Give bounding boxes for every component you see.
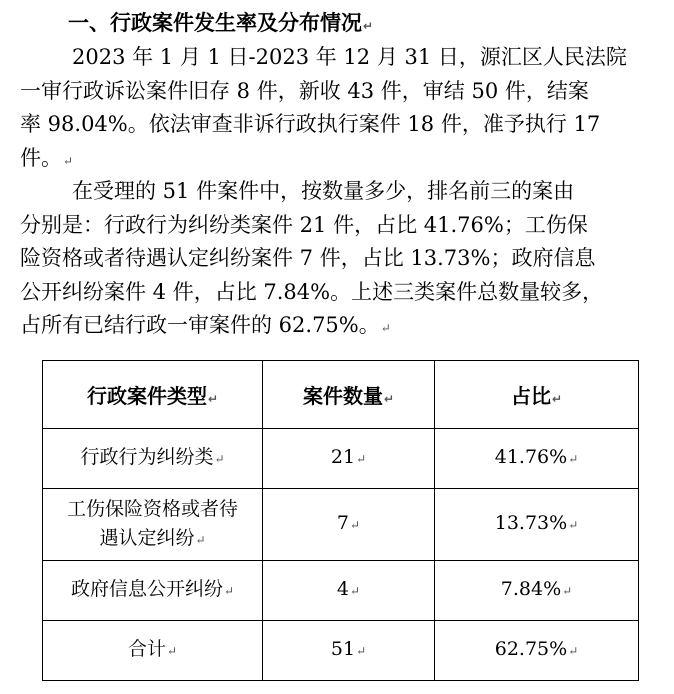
paragraph-line: 分别是：行政行为纠纷类案件 21 件，占比 41.76%；工伤保 [20, 212, 588, 237]
cell-type: 行政行为纠纷类↵ [43, 429, 263, 489]
table-row [43, 489, 639, 561]
table-total-row [43, 621, 639, 681]
section-heading: 一、行政案件发生率及分布情况↵ [68, 11, 374, 35]
paragraph-line: 率 98.04%。依法审查非诉行政执行案件 18 件，准予执行 17 [20, 112, 601, 136]
paragraph-line: 公开纠纷案件 4 件，占比 7.84%。上述三类案件总数量较多， [20, 279, 604, 304]
cell-count: 21↵ [263, 429, 435, 489]
paragraph-mark-icon: ↵ [63, 153, 74, 168]
paragraph-summary [20, 41, 660, 175]
paragraph-line: 在受理的 51 件案件中，按数量多少，排名前三的案由 [72, 179, 575, 203]
header-case-type: 行政案件类型↵ [43, 361, 263, 429]
cell-type: 合计↵ [43, 621, 263, 681]
paragraph-line: 2023 年 1 月 1 日-2023 年 12 月 31 日，源汇区人民法院 [72, 45, 627, 69]
cell-count: 4↵ [263, 561, 435, 621]
paragraph-line: 件。↵ [20, 145, 74, 170]
cell-count: 7↵ [263, 489, 435, 561]
paragraph-line: 险资格或者待遇认定纠纷案件 7 件，占比 13.73%；政府信息 [20, 246, 596, 270]
paragraph-mark-icon: ↵ [363, 19, 374, 33]
cell-type: 政府信息公开纠纷↵ [43, 561, 263, 621]
paragraph-distribution [20, 175, 660, 343]
cell-share: 41.76%↵ [435, 429, 639, 489]
table-header-row [43, 361, 639, 429]
cell-share: 62.75%↵ [435, 621, 639, 681]
header-case-count: 案件数量↵ [263, 361, 435, 429]
cell-count: 51↵ [263, 621, 435, 681]
paragraph-line: 占所有已结行政一审案件的 62.75%。↵ [20, 313, 391, 337]
table-row [43, 561, 639, 621]
header-share: 占比↵ [435, 361, 639, 429]
case-type-table [42, 360, 639, 681]
cell-type: 工伤保险资格或者待 遇认定纠纷↵ [43, 489, 263, 561]
cell-share: 7.84%↵ [435, 561, 639, 621]
paragraph-line: 一审行政诉讼案件旧存 8 件，新收 43 件，审结 50 件，结案 [20, 78, 589, 103]
table-row [43, 429, 639, 489]
paragraph-mark-icon: ↵ [380, 321, 391, 335]
cell-share: 13.73%↵ [435, 489, 639, 561]
